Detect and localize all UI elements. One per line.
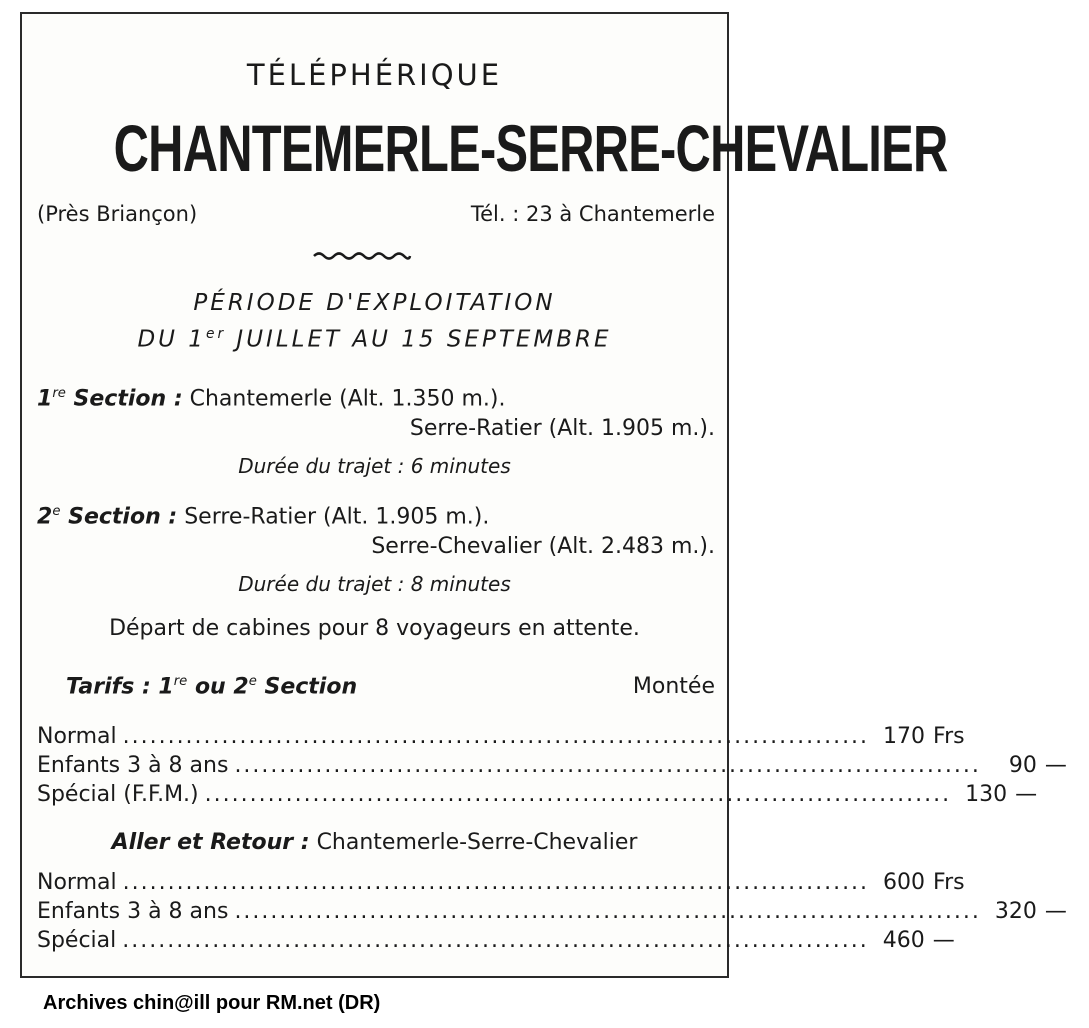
- section-1-line: 1re Section : Chantemerle (Alt. 1.350 m.).: [37, 386, 506, 412]
- departure-text: Départ de cabines pour 8 voyageurs en attente.: [109, 616, 640, 641]
- tariffs-heading: Tarifs : 1re ou 2e Section: [66, 674, 358, 700]
- return-row: Enfants 3 à 8 ans ................................................................................... 320 —: [37, 899, 1067, 924]
- tariff-row: Spécial (F.F.M.) ................................................................................... 130 —: [37, 782, 1038, 807]
- document-frame: [20, 12, 1067, 978]
- section-2-destination: Serre-Chevalier (Alt. 2.483 m.).: [371, 534, 715, 559]
- wave-divider: [312, 248, 412, 262]
- tariffs-column-header: Montée: [632, 674, 715, 699]
- kicker-title: TÉLÉPHÉRIQUE: [246, 58, 503, 92]
- return-trip-heading: Aller et Retour : Chantemerle-Serre-Chevalier: [111, 830, 638, 855]
- location-text: (Près Briançon): [37, 202, 198, 226]
- section-2-duration: Durée du trajet : 8 minutes: [238, 572, 511, 596]
- tariff-row: Enfants 3 à 8 ans ................................................................................... 90 —: [37, 753, 1067, 778]
- section-1-duration: Durée du trajet : 6 minutes: [238, 454, 511, 478]
- section-1-destination: Serre-Ratier (Alt. 1.905 m.).: [409, 416, 715, 441]
- return-row: Normal ................................................................................... 600 Frs: [37, 870, 965, 895]
- return-row: Spécial ................................................................................... 460 —: [37, 928, 955, 953]
- tariff-row: Normal ................................................................................... 170 Frs: [37, 724, 965, 749]
- archive-credit: Archives chin@ill pour RM.net (DR): [43, 992, 381, 1014]
- period-line-1: PÉRIODE D'EXPLOITATION: [193, 290, 556, 316]
- period-line-2: DU 1er JUILLET AU 15 SEPTEMBRE: [137, 326, 612, 353]
- phone-text: Tél. : 23 à Chantemerle: [470, 202, 715, 226]
- section-2-line: 2e Section : Serre-Ratier (Alt. 1.905 m.).: [37, 504, 490, 530]
- main-title: CHANTEMERLE-SERRE-CHEVALIER: [113, 111, 948, 185]
